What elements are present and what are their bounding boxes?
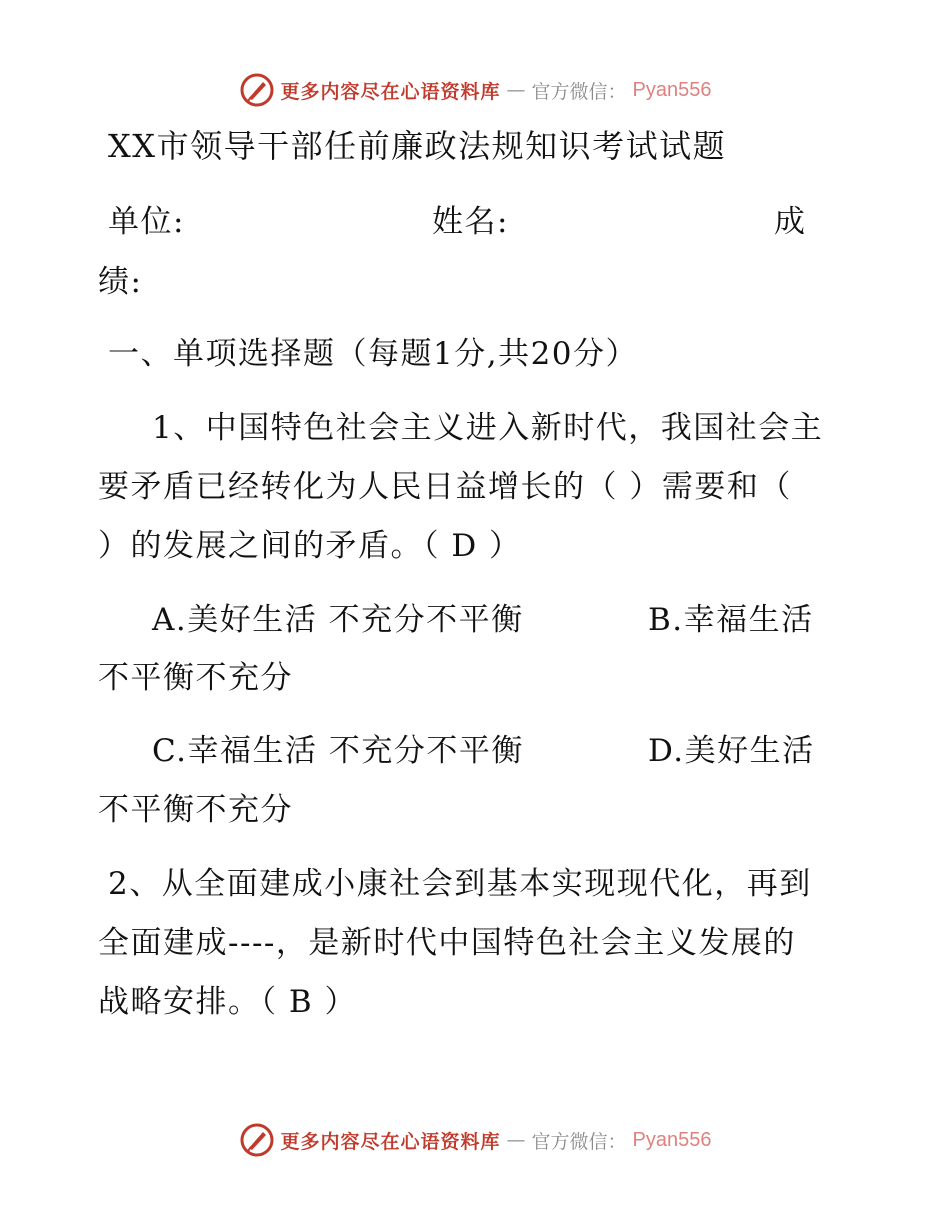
banner-content xyxy=(239,72,712,108)
option-b-continued: 不平衡不充分 xyxy=(98,660,293,696)
option-b: B.幸福生活 xyxy=(648,602,814,638)
banner-text: 更多内容尽在心语资料库 xyxy=(280,80,501,103)
section-heading: 一、单项选择题（每题1分,共20分） xyxy=(108,336,639,372)
question-2-line-2: 全面建成----，是新时代中国特色社会主义发展的 xyxy=(98,925,796,961)
footer-banner-content xyxy=(239,1122,712,1158)
banner-wechat-label: 官方微信： xyxy=(531,80,627,103)
option-d-continued: 不平衡不充分 xyxy=(98,792,293,828)
name-label: 姓名: xyxy=(432,204,509,240)
question-1-line-3: ）的发展之间的矛盾。（ D ） xyxy=(98,528,522,564)
footer-banner-text: 更多内容尽在心语资料库 xyxy=(280,1130,501,1153)
footer-banner-wechat-id: Pyan556 xyxy=(632,1128,712,1151)
feather-pen-logo-icon xyxy=(239,72,275,108)
document-title: XX市领导干部任前廉政法规知识考试试题 xyxy=(108,127,727,165)
option-a: A.美好生活 不充分不平衡 xyxy=(152,602,524,638)
unit-label: 单位: xyxy=(108,204,185,240)
footer-banner-wechat-label: 官方微信： xyxy=(531,1130,627,1153)
question-1-line-2: 要矛盾已经转化为人民日益增长的（ ）需要和（ xyxy=(98,469,792,505)
score-label-part1: 成 xyxy=(774,204,807,240)
score-label-part2: 绩: xyxy=(98,264,143,300)
question-2-line-3: 战略安排。（ B ） xyxy=(98,984,357,1020)
option-c: C.幸福生活 不充分不平衡 xyxy=(152,733,524,769)
banner-wechat-id: Pyan556 xyxy=(632,78,712,101)
feather-pen-logo-icon xyxy=(239,1122,275,1158)
header-banner xyxy=(0,70,950,110)
question-1-line-1: 1、中国特色社会主义进入新时代，我国社会主 xyxy=(152,410,824,446)
option-d: D.美好生活 xyxy=(648,733,815,769)
footer-banner xyxy=(0,1120,950,1160)
banner-separator: — xyxy=(506,79,526,101)
footer-banner-separator: — xyxy=(506,1129,526,1151)
question-2-line-1: 2、从全面建成小康社会到基本实现现代化，再到 xyxy=(108,866,812,902)
